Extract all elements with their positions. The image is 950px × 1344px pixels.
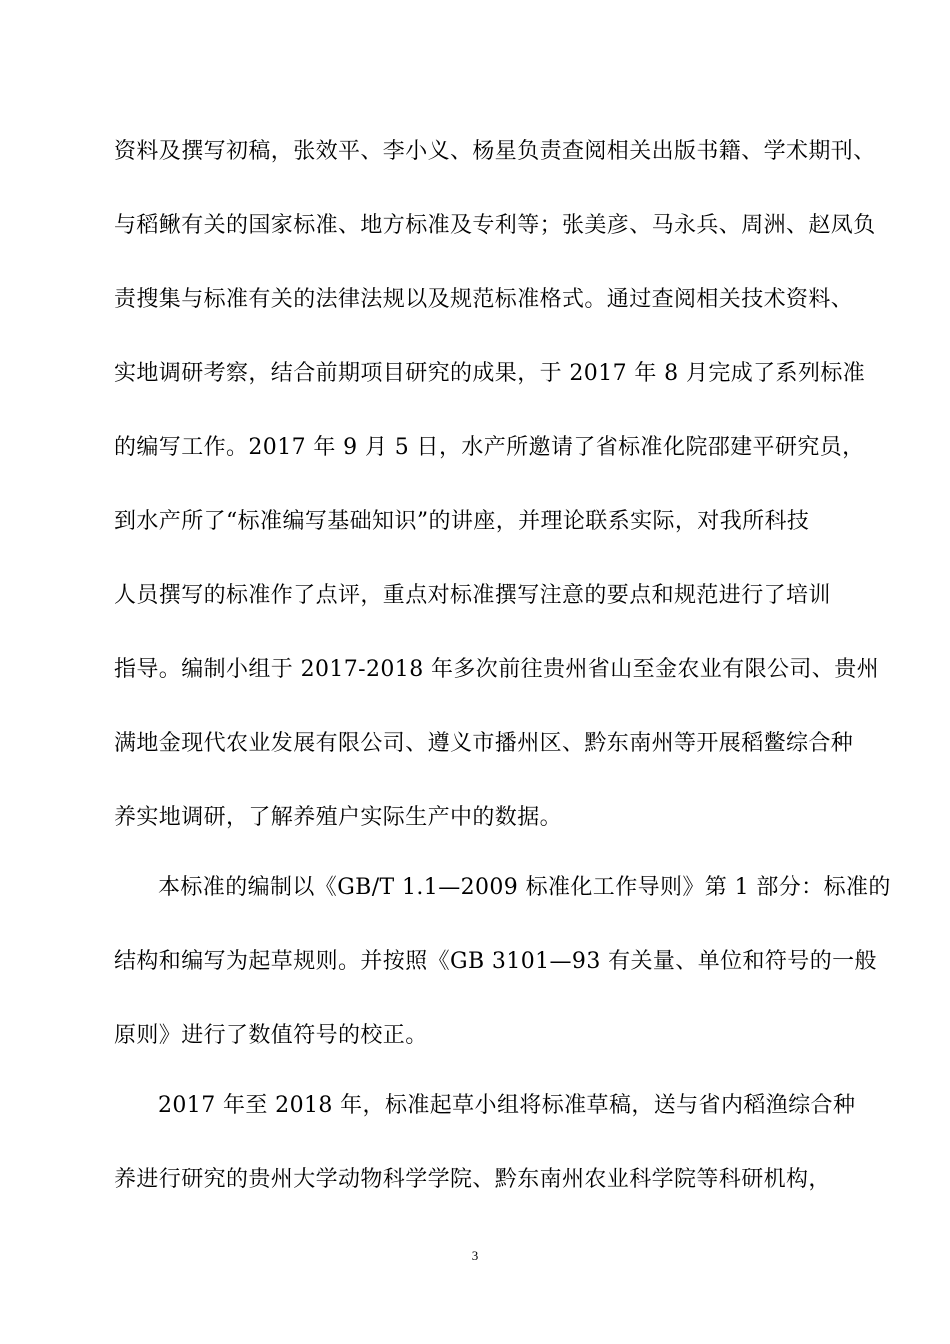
text-line: 满地金现代农业发展有限公司、遵义市播州区、黔东南州等开展稻鳖综合种 (114, 731, 854, 756)
paragraph-first-line: 本标准的编制以《GB/T 1.1—2009 标准化工作导则》第 1 部分：标准的 (158, 875, 891, 900)
text-line: 的编写工作。2017 年 9 月 5 日，水产所邀请了省标准化院邵建平研究员， (114, 435, 865, 460)
text-line: 实地调研考察，结合前期项目研究的成果，于 2017 年 8 月完成了系列标准 (114, 361, 866, 386)
text-line: 养进行研究的贵州大学动物科学学院、黔东南州农业科学院等科研机构， (114, 1167, 831, 1192)
text-line: 责搜集与标准有关的法律法规以及规范标准格式。通过查阅相关技术资料、 (114, 287, 854, 312)
text-line: 到水产所了“标准编写基础知识”的讲座，并理论联系实际，对我所科技 (114, 509, 810, 534)
text-line: 结构和编写为起草规则。并按照《GB 3101—93 有关量、单位和符号的一般 (114, 949, 877, 974)
text-line: 人员撰写的标准作了点评，重点对标准撰写注意的要点和规范进行了培训 (114, 583, 831, 608)
text-line: 与稻鳅有关的国家标准、地方标准及专利等；张美彦、马永兵、周洲、赵凤负 (114, 213, 876, 238)
text-line: 指导。编制小组于 2017-2018 年多次前往贵州省山至金农业有限公司、贵州 (114, 657, 879, 682)
text-line: 养实地调研，了解养殖户实际生产中的数据。 (114, 805, 563, 830)
text-line: 原则》进行了数值符号的校正。 (114, 1023, 428, 1048)
page-number: 3 (471, 1248, 479, 1263)
text-line: 资料及撰写初稿，张效平、李小义、杨星负责查阅相关出版书籍、学术期刊、 (114, 139, 876, 164)
paragraph-first-line: 2017 年至 2018 年，标准起草小组将标准草稿，送与省内稻渔综合种 (158, 1093, 856, 1118)
